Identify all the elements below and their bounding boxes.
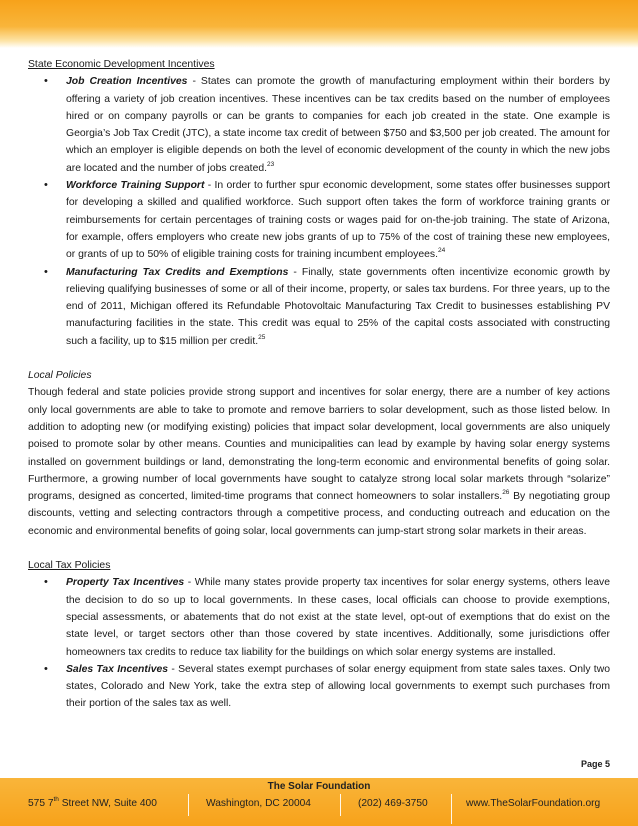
item-lead: Workforce Training Support — [66, 180, 205, 192]
item-lead: Manufacturing Tax Credits and Exemptions — [66, 266, 289, 278]
list-item — [28, 177, 610, 263]
footnote-ref: 25 — [258, 333, 266, 341]
state-incentives-list — [28, 73, 610, 350]
list-item — [28, 73, 610, 177]
footnote-ref: 26 — [502, 489, 510, 497]
footer-website[interactable]: www.TheSolarFoundation.org — [466, 798, 601, 809]
footer-address: 575 7th Street NW, Suite 400 — [28, 796, 157, 809]
list-item — [28, 661, 610, 713]
footer-org-name: The Solar Foundation — [267, 781, 371, 792]
footnote-ref: 23 — [267, 160, 275, 168]
list-item — [28, 574, 610, 660]
footer-band — [0, 778, 638, 826]
header-band — [0, 0, 638, 48]
local-tax-list — [28, 574, 610, 712]
state-incentives-heading: State Economic Development Incentives — [28, 59, 215, 70]
item-text: - States can promote the growth of manufacturing employment within their borders by offering a variety of job creation incentives. These incentives can be tax credits based on the number of employees hired or on company payrolls or can be grants to companies for each job created in the state. One example is Georgia’s Job Tax Credit (JTC), a state income tax credit of between $750 and $3,500 per job created. The amount for which an employer is eligible depends on both the level of economic development of the county in which the new jobs are located and the number of jobs created. — [66, 76, 610, 174]
paragraph-text: By negotiating group discounts, vetting and selecting contractors through a competitive process, and conducting outreach and education on the economic and environmental benefits of going solar, local governments can jump-start strong solar markets in their areas. — [28, 491, 610, 537]
local-tax-heading: Local Tax Policies — [28, 560, 111, 572]
page-number: Page 5 — [580, 759, 610, 769]
item-text: - While many states provide property tax incentives for solar energy systems, others leave the decision to do so up to local governments. In these cases, local officials can choose to provide exemptions, special assessments, or abatements that do not exist at the state level, opt-out of exemptions that do exist on the state level, or target sectors other than those covered by state incentives. Additionally, some jurisdictions offer homeowners tax credits to reduce tax liability for the buildings on which solar energy systems are installed. — [66, 577, 610, 658]
footer-divider — [340, 794, 341, 816]
item-lead: Job Creation Incentives — [66, 76, 188, 88]
paragraph-text: Though federal and state policies provide strong support and incentives for solar energy, there are a number of key actions only local governments are able to take to promote and remove barriers to solar development, such as those listed below. In addition to adopting new (or modifying existing) policies that impact solar development, local governments are also uniquely poised to promote solar by other means. Counties and municipalities can lead by example by having solar energy systems installed on government buildings or land, demonstrating the long-term economic and environmental benefits of going solar. Furthermore, a growing number of local governments have sought to catalyze strong local solar markets through “solarize” programs, designed as concerted, limited-time programs that connect homeowners to solar installers. — [28, 387, 610, 503]
footer-divider — [188, 794, 189, 816]
item-text: - In order to further spur economic development, some states offer businesses support for developing a skilled and qualified workforce. Such support often takes the form of workforce training grants or reimbursements for certain percentages of training costs or wages paid for on-the-job training. The state of Arizona, for example, offers employers who create new jobs grants of up to 75% of the cost of training these new employees, or grants of up to 50% of eligible training costs for training incumbent employees. — [66, 180, 610, 261]
footer-city: Washington, DC 20004 — [206, 798, 311, 809]
footnote-ref: 24 — [437, 247, 446, 255]
local-policies-paragraph — [28, 384, 610, 540]
footer-phone: (202) 469-3750 — [358, 798, 428, 809]
local-policies-heading: Local Policies — [28, 370, 92, 382]
list-item — [28, 264, 610, 350]
item-text: - Finally, state governments often incentivize economic growth by relieving qualifying businesses of some or all of their income, property, or sales tax burdens. For three years, up to the end of 2011, Michigan offered its Refundable Photovoltaic Manufacturing Tax Credit to businesses establishing PV manufacturing facilities in the state. This credit was equal to 25% of the capital costs associated with constructing such a facility, up to $15 million per credit. — [66, 266, 610, 347]
item-lead: Property Tax Incentives — [66, 577, 185, 589]
footer-divider — [451, 794, 452, 824]
item-lead: Sales Tax Incentives — [66, 663, 169, 675]
item-text: - Several states exempt purchases of solar energy equipment from state sales taxes. Only two states, Colorado and New York, take the extra step of allowing local governments to exempt such purchases from their portion of the sales tax as well. — [66, 663, 610, 710]
page-content — [28, 56, 610, 713]
